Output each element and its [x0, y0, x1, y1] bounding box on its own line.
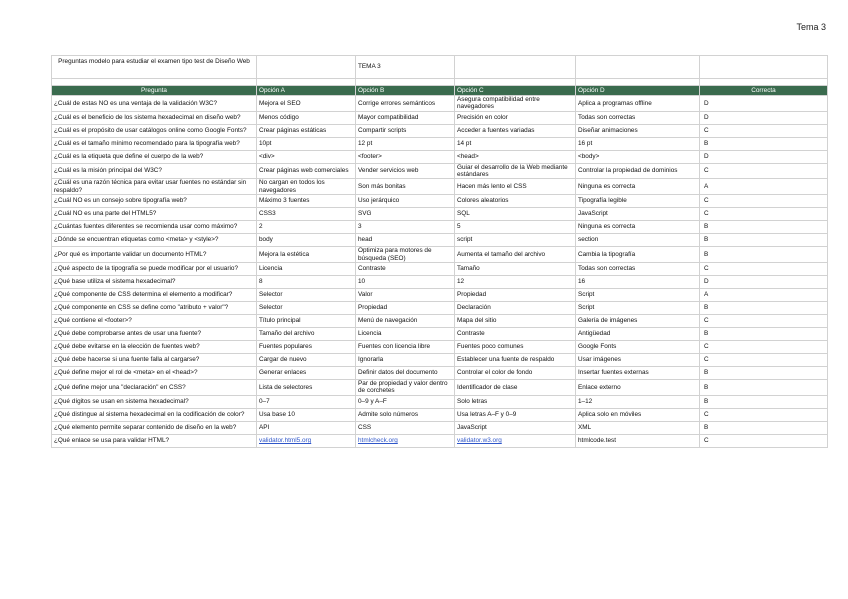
correct-answer-cell: B [700, 379, 828, 395]
header-row [52, 86, 828, 96]
option-a-cell: API [257, 421, 356, 434]
correct-answer-cell: D [700, 96, 828, 112]
question-cell: ¿Qué enlace se usa para validar HTML? [52, 434, 257, 447]
question-cell: ¿Cuál de estas NO es una ventaja de la validación W3C? [52, 96, 257, 112]
table-row [52, 195, 828, 208]
option-c-cell: Solo letras [455, 395, 576, 408]
question-cell: ¿Cuál es el beneficio de los sistema hexadecimal en diseño web? [52, 111, 257, 124]
option-c-cell: Usa letras A–F y 0–9 [455, 408, 576, 421]
correct-answer-cell: C [700, 340, 828, 353]
question-cell: ¿Qué debe evitarse en la elección de fuentes web? [52, 340, 257, 353]
option-a-cell: Lista de selectores [257, 379, 356, 395]
option-b-cell: Optimiza para motores de búsqueda (SEO) [356, 247, 455, 263]
option-c-cell: Tamaño [455, 262, 576, 275]
option-d-cell: Cambia la tipografía [576, 247, 700, 263]
question-cell: ¿Qué aspecto de la tipografía se puede modificar por el usuario? [52, 262, 257, 275]
correct-answer-cell: B [700, 234, 828, 247]
correct-answer-cell: C [700, 208, 828, 221]
question-cell: ¿Qué debe hacerse si una fuente falla al cargarse? [52, 353, 257, 366]
option-b-cell: Mayor compatibilidad [356, 111, 455, 124]
question-cell: ¿Qué base utiliza el sistema hexadecimal? [52, 275, 257, 288]
question-cell: ¿Qué define mejor el rol de <meta> en el <head>? [52, 366, 257, 379]
correct-answer-cell: B [700, 137, 828, 150]
option-d-cell: <body> [576, 150, 700, 163]
question-cell: ¿Qué debe comprobarse antes de usar una fuente? [52, 327, 257, 340]
correct-answer-cell: B [700, 247, 828, 263]
option-a-cell: Cargar de nuevo [257, 353, 356, 366]
option-d-cell: Diseñar animaciones [576, 124, 700, 137]
option-d-cell: Tipografía legible [576, 195, 700, 208]
question-cell: ¿Qué componente en CSS se define como "atributo + valor"? [52, 301, 257, 314]
option-a-cell: Crear páginas estáticas [257, 124, 356, 137]
option-b-cell: Son más bonitas [356, 179, 455, 195]
option-a-cell: No cargan en todos los navegadores [257, 179, 356, 195]
option-c-cell: 12 [455, 275, 576, 288]
question-cell: ¿Qué elemento permite separar contenido de diseño en la web? [52, 421, 257, 434]
question-cell: ¿Cuál es el tamaño mínimo recomendado para la tipografía web? [52, 137, 257, 150]
table-row [52, 408, 828, 421]
option-b-cell: Admite solo números [356, 408, 455, 421]
empty-cell [455, 56, 576, 79]
option-b-cell: Fuentes con licencia libre [356, 340, 455, 353]
option-b-cell: 3 [356, 221, 455, 234]
option-a-cell: Título principal [257, 314, 356, 327]
option-a-cell: Máximo 3 fuentes [257, 195, 356, 208]
link-option-a-cell[interactable]: validator.html5.org [259, 436, 312, 444]
header-opcion-d: Opción D [576, 86, 700, 96]
table-row [52, 179, 828, 195]
option-a-cell: 2 [257, 221, 356, 234]
table-row [52, 434, 828, 447]
empty-cell [576, 56, 700, 79]
option-d-cell: Aplica a programas offline [576, 96, 700, 112]
option-c-cell: Contraste [455, 327, 576, 340]
option-d-cell: Todas son correctas [576, 111, 700, 124]
option-d-cell: Script [576, 288, 700, 301]
option-b-cell: Corrige errores semánticos [356, 96, 455, 112]
header-opcion-c: Opción C [455, 86, 576, 96]
correct-answer-cell: B [700, 395, 828, 408]
option-d-cell: section [576, 234, 700, 247]
correct-answer-cell: D [700, 275, 828, 288]
option-d-cell: Galería de imágenes [576, 314, 700, 327]
question-cell: ¿Cuál es una razón técnica para evitar usar fuentes no estándar sin respaldo? [52, 179, 257, 195]
option-a-cell [257, 434, 356, 447]
option-a-cell: 8 [257, 275, 356, 288]
link-option-c-cell[interactable]: validator.w3.org [457, 436, 502, 444]
correct-answer-cell: D [700, 150, 828, 163]
question-cell: ¿Cuál NO es una parte del HTML5? [52, 208, 257, 221]
table-row [52, 111, 828, 124]
option-a-cell: Selector [257, 288, 356, 301]
option-a-cell: Mejora la estética [257, 247, 356, 263]
option-b-cell: Compartir scripts [356, 124, 455, 137]
option-d-cell: Controlar la propiedad de dominios [576, 163, 700, 179]
title-row [52, 56, 828, 79]
option-a-cell: Selector [257, 301, 356, 314]
option-a-cell: Tamaño del archivo [257, 327, 356, 340]
question-cell: ¿Qué dígitos se usan en sistema hexadecimal? [52, 395, 257, 408]
option-d-cell: Insertar fuentes externas [576, 366, 700, 379]
table-row [52, 247, 828, 263]
option-b-cell: Par de propiedad y valor dentro de corchetes [356, 379, 455, 395]
option-b-cell: SVG [356, 208, 455, 221]
table-row [52, 221, 828, 234]
correct-answer-cell: B [700, 327, 828, 340]
option-d-cell: Aplica solo en móviles [576, 408, 700, 421]
option-c-cell: Acceder a fuentes variadas [455, 124, 576, 137]
option-c-cell [455, 434, 576, 447]
correct-answer-cell: C [700, 314, 828, 327]
option-c-cell: Aumenta el tamaño del archivo [455, 247, 576, 263]
option-c-cell: script [455, 234, 576, 247]
page-header-label: Tema 3 [796, 22, 826, 32]
correct-answer-cell: C [700, 195, 828, 208]
option-d-cell: Script [576, 301, 700, 314]
option-a-cell: Licencia [257, 262, 356, 275]
empty-cell [700, 56, 828, 79]
correct-answer-cell: C [700, 163, 828, 179]
option-b-cell: Uso jerárquico [356, 195, 455, 208]
option-b-cell: Contraste [356, 262, 455, 275]
question-cell: ¿Qué componente de CSS determina el elemento a modificar? [52, 288, 257, 301]
header-opcion-a: Opción A [257, 86, 356, 96]
table-row [52, 379, 828, 395]
correct-answer-cell: C [700, 124, 828, 137]
table-row [52, 421, 828, 434]
option-a-cell: Crear páginas web comerciales [257, 163, 356, 179]
table-row [52, 124, 828, 137]
option-c-cell: Mapa del sitio [455, 314, 576, 327]
option-b-cell: Licencia [356, 327, 455, 340]
option-d-cell: 1–12 [576, 395, 700, 408]
option-c-cell: Precisión en color [455, 111, 576, 124]
correct-answer-cell: C [700, 434, 828, 447]
option-d-cell: htmlcode.test [576, 434, 700, 447]
option-c-cell: 14 pt [455, 137, 576, 150]
option-d-cell: Antigüedad [576, 327, 700, 340]
option-c-cell: Colores aleatorios [455, 195, 576, 208]
option-b-cell: Ignorarla [356, 353, 455, 366]
option-b-cell: CSS [356, 421, 455, 434]
correct-answer-cell: B [700, 366, 828, 379]
option-d-cell: Todas son correctas [576, 262, 700, 275]
option-b-cell: <footer> [356, 150, 455, 163]
option-c-cell: Asegura compatibilidad entre navegadores [455, 96, 576, 112]
correct-answer-cell: A [700, 179, 828, 195]
table-row [52, 262, 828, 275]
question-cell: ¿Qué contiene el <footer>? [52, 314, 257, 327]
option-d-cell: 16 pt [576, 137, 700, 150]
spacer-row [52, 79, 828, 86]
option-d-cell: 16 [576, 275, 700, 288]
option-a-cell: <div> [257, 150, 356, 163]
option-d-cell: Enlace externo [576, 379, 700, 395]
question-cell: ¿Cuántas fuentes diferentes se recomienda usar como máximo? [52, 221, 257, 234]
table-row [52, 353, 828, 366]
table-row [52, 366, 828, 379]
question-cell: ¿Por qué es importante validar un documento HTML? [52, 247, 257, 263]
option-c-cell: SQL [455, 208, 576, 221]
option-a-cell: body [257, 234, 356, 247]
option-b-cell: Valor [356, 288, 455, 301]
option-d-cell: Ninguna es correcta [576, 221, 700, 234]
option-c-cell: Hacen más lento el CSS [455, 179, 576, 195]
question-cell: ¿Cuál es la etiqueta que define el cuerpo de la web? [52, 150, 257, 163]
option-b-cell: head [356, 234, 455, 247]
question-cell: ¿Cuál NO es un consejo sobre tipografía web? [52, 195, 257, 208]
option-c-cell: Propiedad [455, 288, 576, 301]
table-row [52, 327, 828, 340]
header-correcta: Correcta [700, 86, 828, 96]
sheet-title: Preguntas modelo para estudiar el examen tipo test de Diseño Web [52, 56, 257, 79]
table-row [52, 301, 828, 314]
option-c-cell: Fuentes poco comunes [455, 340, 576, 353]
correct-answer-cell: A [700, 288, 828, 301]
table-row [52, 163, 828, 179]
option-b-cell: 10 [356, 275, 455, 288]
option-a-cell: 0–7 [257, 395, 356, 408]
option-b-cell: 0–9 y A–F [356, 395, 455, 408]
option-d-cell: Ninguna es correcta [576, 179, 700, 195]
option-c-cell: Controlar el color de fondo [455, 366, 576, 379]
question-cell: ¿Qué distingue al sistema hexadecimal en la codificación de color? [52, 408, 257, 421]
table-row [52, 340, 828, 353]
option-a-cell: 10pt [257, 137, 356, 150]
table-row [52, 288, 828, 301]
option-b-cell: Vender servicios web [356, 163, 455, 179]
correct-answer-cell: D [700, 111, 828, 124]
question-cell: ¿Cuál es el propósito de usar catálogos online como Google Fonts? [52, 124, 257, 137]
question-cell: ¿Dónde se encuentran etiquetas como <meta> y <style>? [52, 234, 257, 247]
tema-label: TEMA 3 [356, 56, 455, 79]
table-row [52, 395, 828, 408]
option-a-cell: Usa base 10 [257, 408, 356, 421]
option-a-cell: CSS3 [257, 208, 356, 221]
option-c-cell: Declaración [455, 301, 576, 314]
option-a-cell: Generar enlaces [257, 366, 356, 379]
correct-answer-cell: C [700, 408, 828, 421]
correct-answer-cell: C [700, 262, 828, 275]
header-pregunta: Pregunta [52, 86, 257, 96]
empty-cell [257, 56, 356, 79]
questions-sheet [51, 55, 828, 448]
table-row [52, 150, 828, 163]
table-row [52, 96, 828, 112]
option-c-cell: 5 [455, 221, 576, 234]
option-a-cell: Fuentes populares [257, 340, 356, 353]
question-cell: ¿Cuál es la misión principal del W3C? [52, 163, 257, 179]
option-d-cell: Usar imágenes [576, 353, 700, 366]
option-c-cell: Establecer una fuente de respaldo [455, 353, 576, 366]
table-row [52, 275, 828, 288]
option-c-cell: JavaScript [455, 421, 576, 434]
option-a-cell: Mejora el SEO [257, 96, 356, 112]
table-row [52, 234, 828, 247]
option-c-cell: Identificador de clase [455, 379, 576, 395]
table-row [52, 137, 828, 150]
correct-answer-cell: B [700, 301, 828, 314]
option-b-cell: Menú de navegación [356, 314, 455, 327]
option-c-cell: Guiar el desarrollo de la Web mediante estándares [455, 163, 576, 179]
option-d-cell: Google Fonts [576, 340, 700, 353]
option-b-cell: Definir datos del documento [356, 366, 455, 379]
table-row [52, 208, 828, 221]
option-b-cell [356, 434, 455, 447]
option-a-cell: Menos código [257, 111, 356, 124]
option-b-cell: Propiedad [356, 301, 455, 314]
option-c-cell: <head> [455, 150, 576, 163]
option-b-cell: 12 pt [356, 137, 455, 150]
link-option-b-cell[interactable]: htmlcheck.org [358, 436, 398, 444]
correct-answer-cell: B [700, 421, 828, 434]
question-cell: ¿Qué define mejor una "declaración" en CSS? [52, 379, 257, 395]
option-d-cell: JavaScript [576, 208, 700, 221]
option-d-cell: XML [576, 421, 700, 434]
table-row [52, 314, 828, 327]
correct-answer-cell: C [700, 353, 828, 366]
header-opcion-b: Opción B [356, 86, 455, 96]
correct-answer-cell: B [700, 221, 828, 234]
